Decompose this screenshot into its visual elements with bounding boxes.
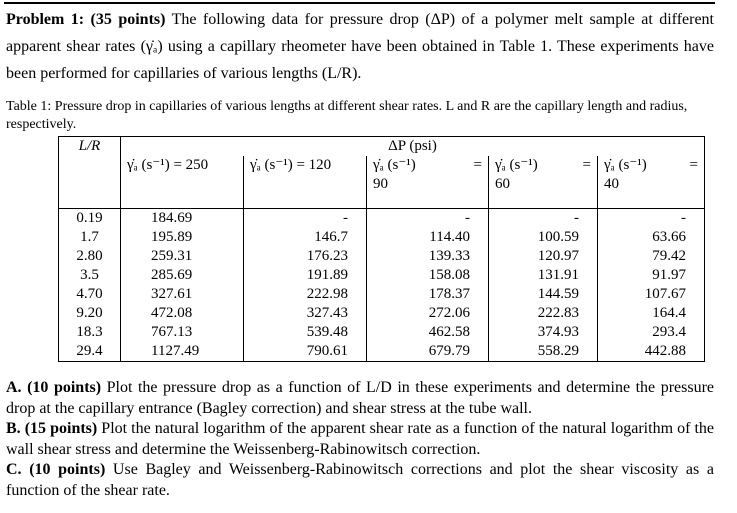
pressure-drop-cell: 139.33 [367, 247, 489, 266]
pressure-drop-cell: 222.98 [244, 285, 367, 304]
shear-rate-header-2: γ̇ₐ (s⁻¹) = 120 [244, 156, 367, 194]
table-row [59, 228, 705, 247]
shear-rate-value-4: 60 [495, 176, 510, 192]
table-body [59, 208, 705, 361]
shear-rate-header-1: γ̇ₐ (s⁻¹) = 250 [121, 156, 244, 194]
part-b: B. (15 points) Plot the natural logarithm of the apparent shear rate as a function of the natural logarithm of the wall shear stress and determine the Weissenberg-Rabinowitsch correction. [6, 420, 715, 458]
question-parts [6, 378, 714, 502]
pressure-drop-cell: 176.23 [244, 247, 367, 266]
table-row [59, 285, 705, 304]
pressure-drop-cell: 539.48 [244, 323, 367, 342]
problem-statement [6, 6, 714, 87]
pressure-drop-cell: 114.40 [367, 228, 489, 247]
lr-value-cell: 1.7 [59, 228, 121, 247]
pressure-drop-cell: 195.89 [121, 228, 244, 247]
shear-rate-value-3: 90 [373, 176, 388, 192]
pressure-drop-cell: 327.43 [244, 304, 367, 323]
pressure-drop-cell: 100.59 [489, 228, 598, 247]
pressure-drop-cell: 472.08 [121, 304, 244, 323]
table-row [59, 323, 705, 342]
pressure-drop-cell: 131.91 [489, 266, 598, 285]
pressure-drop-cell: 178.37 [367, 285, 489, 304]
shear-rate-header-3: γ̇ₐ (s⁻¹) = 90 [367, 156, 489, 194]
lr-value-cell: 29.4 [59, 342, 121, 362]
pressure-drop-cell: 442.88 [598, 342, 705, 362]
shear-rate-header-4: γ̇ₐ (s⁻¹) = 60 [489, 156, 598, 194]
pressure-drop-cell: 293.4 [598, 323, 705, 342]
pressure-drop-cell: 259.31 [121, 247, 244, 266]
part-a: A. (10 points) Plot the pressure drop as a function of L/D in these experiments and determine the pressure drop at the capillary entrance (Bagley correction) and shear stress at the tube wall. [6, 379, 714, 417]
table-header-row-1 [59, 137, 705, 157]
pressure-drop-cell: - [244, 208, 367, 228]
pressure-drop-cell: 222.83 [489, 304, 598, 323]
pressure-drop-cell: 184.69 [121, 208, 244, 228]
table-caption: Table 1: Pressure drop in capillaries of various lengths at different shear rates. L and R are the capillary length and radius, respectively. [6, 99, 688, 132]
problem-heading: Problem 1: (35 points) [6, 11, 166, 28]
table-spacer-row [59, 194, 705, 208]
pressure-drop-cell: 679.79 [367, 342, 489, 362]
pressure-drop-cell: 63.66 [598, 228, 705, 247]
table-row [59, 342, 705, 362]
pressure-drop-cell: - [489, 208, 598, 228]
part-c: C. (10 points) Use Bagley and Weissenberg-Rabinowitsch corrections and plot the shear viscosity as a function of the shear rate. [6, 461, 715, 499]
pressure-drop-cell: 767.13 [121, 323, 244, 342]
pressure-drop-cell: 558.29 [489, 342, 598, 362]
group-header-dp: ΔP (psi) [121, 137, 705, 157]
pressure-drop-cell: 285.69 [121, 266, 244, 285]
pressure-drop-cell: 158.08 [367, 266, 489, 285]
pressure-drop-cell: - [598, 208, 705, 228]
pressure-drop-cell: 120.97 [489, 247, 598, 266]
pressure-drop-cell: 91.97 [598, 266, 705, 285]
pressure-drop-cell: 79.42 [598, 247, 705, 266]
lr-value-cell: 3.5 [59, 266, 121, 285]
pressure-drop-cell: 327.61 [121, 285, 244, 304]
lr-value-cell: 18.3 [59, 323, 121, 342]
pressure-drop-table [58, 136, 705, 362]
lr-value-cell: 9.20 [59, 304, 121, 323]
pressure-drop-cell: 144.59 [489, 285, 598, 304]
pressure-drop-cell: - [367, 208, 489, 228]
table-header-row-2 [59, 156, 705, 194]
col-lr-header: L/R [59, 137, 121, 195]
lr-value-cell: 4.70 [59, 285, 121, 304]
lr-value-cell: 2.80 [59, 247, 121, 266]
pressure-drop-cell: 790.61 [244, 342, 367, 362]
table-row [59, 208, 705, 228]
pressure-drop-cell: 272.06 [367, 304, 489, 323]
pressure-drop-cell: 107.67 [598, 285, 705, 304]
pressure-drop-cell: 191.89 [244, 266, 367, 285]
pressure-drop-cell: 462.58 [367, 323, 489, 342]
pressure-drop-cell: 164.4 [598, 304, 705, 323]
top-rule [4, 2, 715, 4]
pressure-drop-cell: 374.93 [489, 323, 598, 342]
table-row [59, 304, 705, 323]
shear-rate-header-5: γ̇ₐ (s⁻¹) = 40 [598, 156, 705, 194]
lr-value-cell: 0.19 [59, 208, 121, 228]
pressure-drop-cell: 1127.49 [121, 342, 244, 362]
pressure-drop-cell: 146.7 [244, 228, 367, 247]
table-row [59, 247, 705, 266]
shear-rate-value-5: 40 [604, 176, 619, 192]
table-row [59, 266, 705, 285]
problem-text: The following data for pressure drop (ΔP) of a polymer melt sample at different apparent shear rates (γ̇ₐ) using a capillary rheometer have been obtained in Table 1. These experiments have been performed for capillaries of various lengths (L/R). [6, 11, 714, 82]
